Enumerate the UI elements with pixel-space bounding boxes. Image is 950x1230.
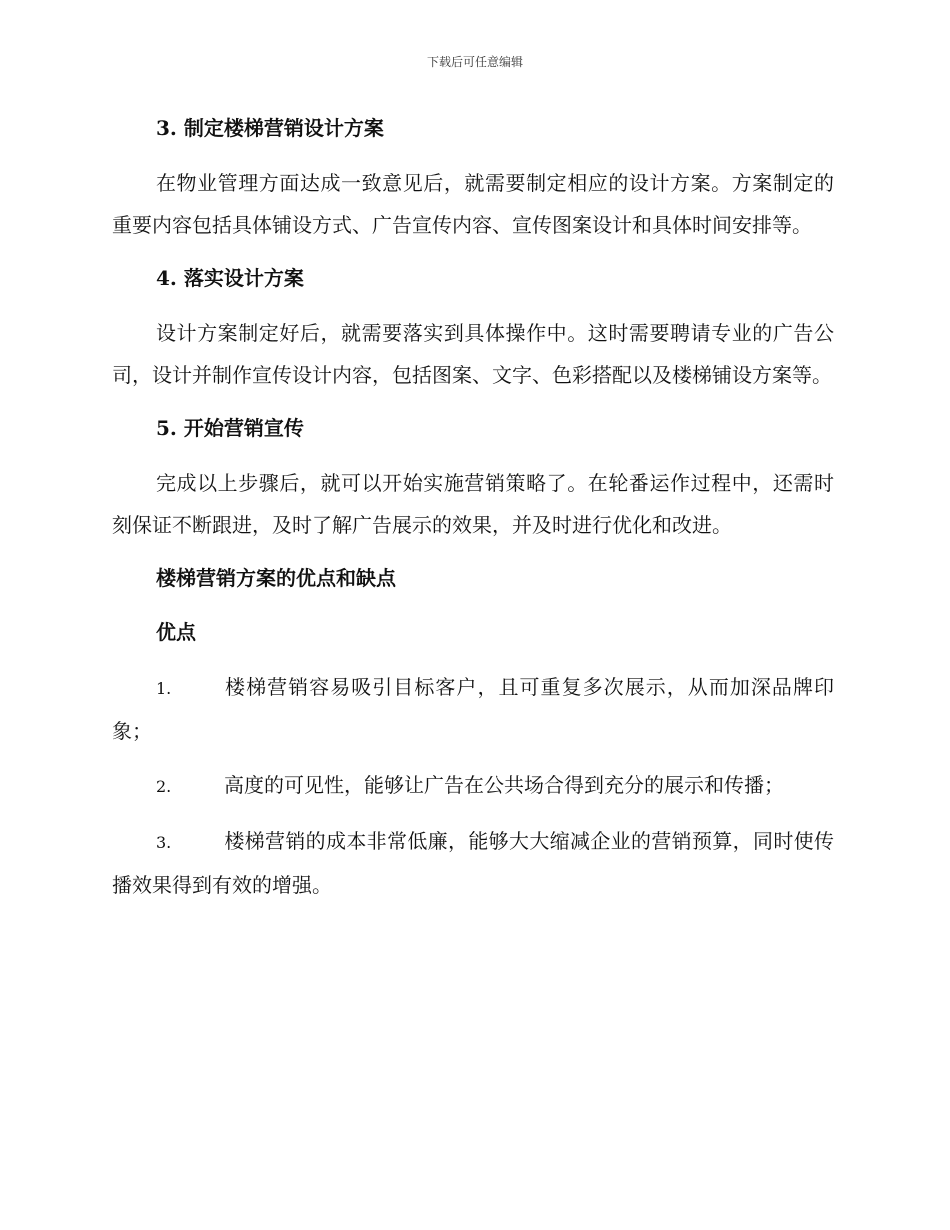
list-number: 1. bbox=[156, 679, 172, 698]
section-paragraph-4: 设计方案制定好后，就需要落实到具体操作中。这时需要聘请专业的广告公司，设计并制作宣传设计内容，包括图案、文字、色彩搭配以及楼梯铺设方案等。 bbox=[112, 321, 834, 387]
list-text: 高度的可见性，能够让广告在公共场合得到充分的展示和传播； bbox=[224, 773, 784, 797]
section-paragraph-3: 在物业管理方面达成一致意见后，就需要制定相应的设计方案。方案制定的重要内容包括具体铺设方式、广告宣传内容、宣传图案设计和具体时间安排等。 bbox=[112, 171, 834, 237]
list-number: 2. bbox=[156, 777, 172, 796]
page-header: 下载后可任意编辑 bbox=[426, 55, 523, 69]
list-item bbox=[112, 764, 834, 808]
pros-heading: 优点 bbox=[156, 620, 196, 644]
pros-cons-heading: 楼梯营销方案的优点和缺点 bbox=[156, 566, 396, 590]
section-heading-3: 3. 制定楼梯营销设计方案 bbox=[156, 116, 384, 140]
list-text: 楼梯营销的成本非常低廉，能够大大缩减企业的营销预算，同时使传播效果得到有效的增强。 bbox=[112, 829, 834, 897]
list-item bbox=[112, 820, 834, 906]
section-heading-5: 5. 开始营销宣传 bbox=[156, 416, 304, 440]
list-text: 楼梯营销容易吸引目标客户，且可重复多次展示，从而加深品牌印象； bbox=[112, 675, 834, 743]
section-heading-4: 4. 落实设计方案 bbox=[156, 266, 304, 290]
list-number: 3. bbox=[156, 833, 172, 852]
section-paragraph-5: 完成以上步骤后，就可以开始实施营销策略了。在轮番运作过程中，还需时刻保证不断跟进，及时了解广告展示的效果，并及时进行优化和改进。 bbox=[112, 471, 834, 537]
document-body bbox=[112, 108, 834, 906]
list-item bbox=[112, 666, 834, 752]
